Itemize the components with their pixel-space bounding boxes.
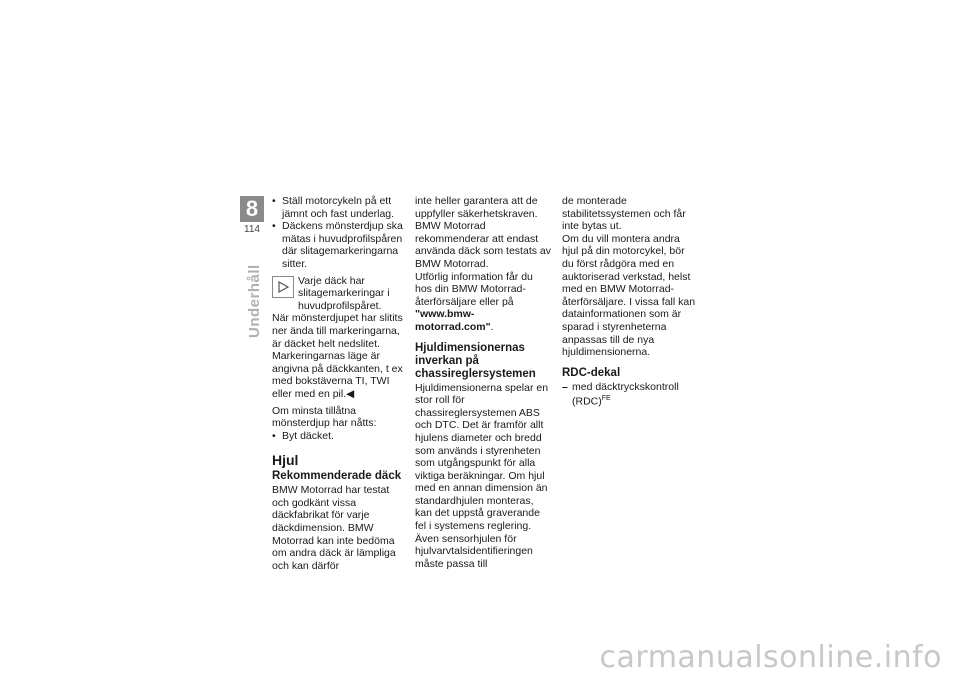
- website-link[interactable]: "www.bmw-motorrad.com": [415, 308, 491, 333]
- info-triangle-icon: [272, 276, 294, 298]
- paragraph: Hjuldimensionerna spelar en stor roll för chassireglersystemen ABS och DTC. Det är framför allt hjulens diameter och bredd som används i styrenheten som utgångspunkt för alla viktiga beräkningar. Om hjul med en annan dimension än standardhjulen monteras, kan det uppstå graverande fel i systemens reglering. Även sensorhjulen för hjulvarvtalsidentifieringen måste passa till: [415, 381, 549, 570]
- chapter-number: 8: [240, 196, 264, 222]
- column-2: [415, 195, 551, 570]
- paragraph: BMW Motorrad har testat och godkänt vissa däckfabrikat för varje däckdimension. BMW Motorrad kan inte bedöma om andra däck är lämpliga och kan därför: [272, 484, 396, 572]
- list-item: • Ställ motorcykeln på ett jämnt och fast underlag.: [272, 195, 408, 220]
- column-1: [272, 195, 408, 572]
- chapter-side-label: Underhåll: [246, 264, 263, 338]
- subheading-rekommenderade: Rekommenderade däck: [272, 470, 402, 483]
- end-mark-icon: ◀: [346, 387, 355, 400]
- list-item: • Däckens mönsterdjup ska mätas i huvudprofilspåren där slitagemarkeringarna sitter.: [272, 220, 408, 270]
- list-item: • Byt däcket.: [272, 430, 408, 443]
- list-item: – med däcktryckskontroll (RDC)$^{FE}$: [562, 381, 698, 409]
- section-heading-hjul: Hjul: [272, 452, 299, 469]
- note-block: [272, 275, 408, 401]
- paragraph: BMW Motorrad rekommenderar att endast använda däck som testats av BMW Motorrad.: [415, 220, 551, 270]
- min-depth-text: Om minsta tillåtna mönsterdjup har nåtts:: [272, 404, 377, 430]
- paragraph: de monterade stabilitetssystemen och får inte bytas ut.: [562, 195, 686, 233]
- subheading-hjuldimensioner: Hjuldimensionernas inverkan på chassireglersystemen: [415, 341, 536, 380]
- column-3: [562, 195, 698, 408]
- watermark: carmanualsonline.info: [599, 640, 942, 675]
- note-continuation: När mönsterdjupet har slitits ner ända till markeringarna, är däcket helt nedslitet. Markeringarnas läge är angivna på däckkanten, t ex med bokstäverna TI, TWI eller med en pil.◀: [272, 312, 403, 400]
- subheading-rdc-dekal: RDC-dekal: [562, 366, 621, 379]
- paragraph: Utförlig information får du hos din BMW Motorrad-återförsäljare eller på "www.bmw-motorrad.com".: [415, 270, 533, 333]
- note-text: Varje däck har slitagemarkeringar i huvudprofilspåret.: [298, 274, 390, 312]
- page-number: 114: [244, 224, 260, 235]
- paragraph: inte heller garantera att de uppfyller säkerhetskraven.: [415, 195, 538, 220]
- paragraph: Om du vill montera andra hjul på din motorcykel, bör du först rådgöra med en auktoriserad verkstad, helst med en BMW Motorrad-återförsäljare. I vissa fall kan datainformationen som är sparad i styrenheterna anpassas till de nya hjuldimensionerna.: [562, 232, 696, 359]
